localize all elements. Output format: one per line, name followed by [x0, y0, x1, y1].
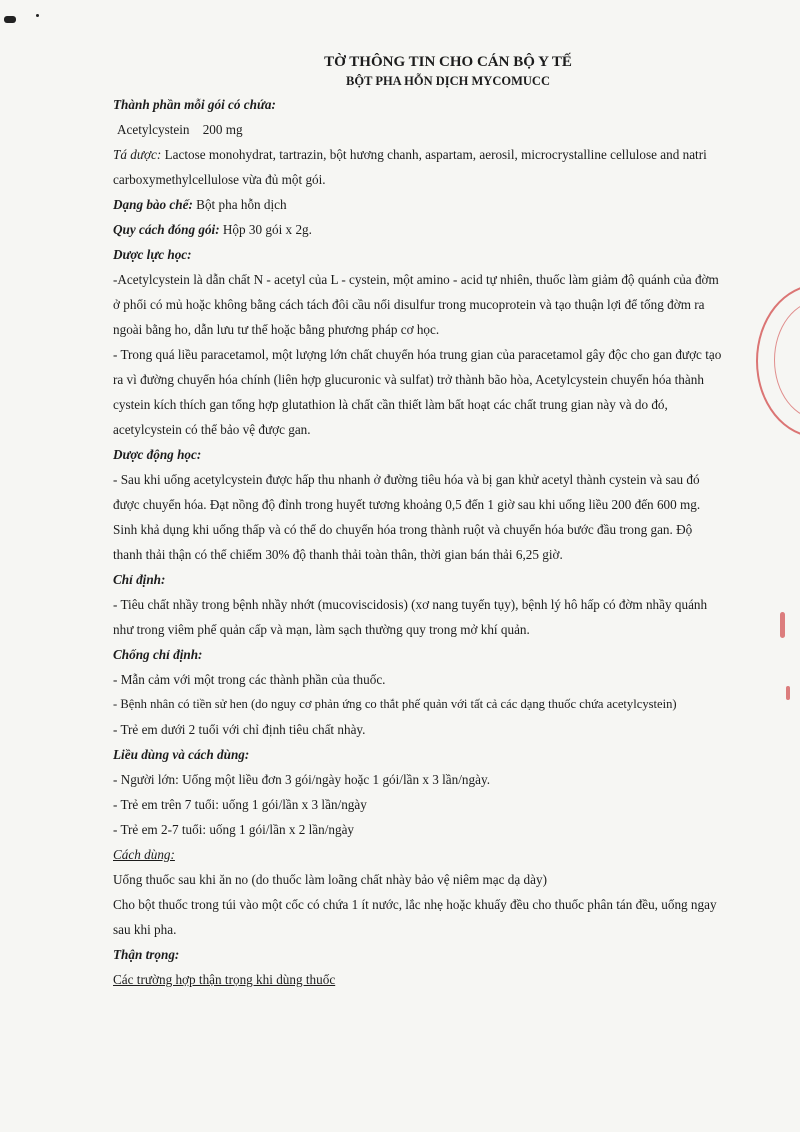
indications-heading: Chỉ định: [113, 572, 166, 587]
active-ingredient: Acetylcystein 200 mg [117, 122, 243, 137]
usage-heading [113, 842, 723, 867]
dosage-form [113, 192, 723, 217]
dosage-item: - Trẻ em 2-7 tuổi: uống 1 gói/lần x 2 lần/ngày [113, 822, 355, 837]
contraindication-item: - Trẻ em dưới 2 tuổi với chỉ định tiêu chất nhày. [113, 722, 366, 737]
pharmacokinetics-heading: Dược động học: [113, 447, 202, 462]
usage-heading-text: Cách dùng: [113, 847, 175, 862]
pharmacodynamics-paragraph: -Acetylcystein là dẫn chất N - acetyl của L - cystein, một amino - acid tự nhiên, thuốc làm giảm độ quánh của đờm ở phổi có mủ hoặc không bằng cách tách đôi cầu nối disulfur trong mucoprotein và tạo thuận lợi để tống đờm ra ngoài bằng ho, dẫn lưu tư thế hoặc bằng phương pháp cơ học. [113, 272, 719, 337]
precautions-heading: Thận trọng: [113, 947, 180, 962]
product-name: BỘT PHA HỖN DỊCH MYCOMUCC [346, 74, 550, 88]
excipient-text: Lactose monohydrat, tartrazin, bột hương chanh, aspartam, aerosil, microcrystalline cellulose and natri carboxymethylcellulose vừa đủ một gói. [113, 147, 707, 187]
pharmacodynamics-heading: Dược lực học: [113, 247, 192, 262]
usage-paragraph: Cho bột thuốc trong túi vào một cốc có chứa 1 ít nước, lắc nhẹ hoặc khuấy đều cho thuốc phân tán đều, uống ngay sau khi pha. [113, 897, 717, 937]
red-ink-mark [786, 686, 790, 700]
pharmacokinetics-paragraph: - Sau khi uống acetylcystein được hấp thu nhanh ở đường tiêu hóa và bị gan khử acetyl thành cystein và sau đó được chuyển hóa. Đạt nồng độ đỉnh trong huyết tương khoảng 0,5 đến 1 giờ sau khi uống liều 200 đến 600 mg. Sinh khả dụng khi uống thấp và có thể do chuyển hóa trong thành ruột và chuyển hóa bước đầu trong gan. Độ thanh thải thận có thể chiếm 30% độ thanh thải toàn thân, thời gian bán thải 6,25 giờ. [113, 472, 701, 562]
dosage-form-value: Bột pha hỗn dịch [192, 197, 287, 212]
packaging-label: Quy cách đóng gói: [113, 222, 220, 237]
packaging-value: Hộp 30 gói x 2g. [219, 222, 312, 237]
contraindication-item: - Mẫn cảm với một trong các thành phần của thuốc. [113, 672, 386, 687]
scan-mark [4, 16, 16, 23]
composition-heading: Thành phần mỗi gói có chứa: [113, 97, 276, 112]
excipient-label: Tá dược: [113, 147, 162, 162]
dosage-item: - Người lớn: Uống một liều đơn 3 gói/ngày hoặc 1 gói/lần x 3 lần/ngày. [113, 772, 490, 787]
usage-paragraph: Uống thuốc sau khi ăn no (do thuốc làm loãng chất nhày bảo vệ niêm mạc dạ dày) [113, 872, 547, 887]
dosage-item: - Trẻ em trên 7 tuổi: uống 1 gói/lần x 3 lần/ngày [113, 797, 367, 812]
precautions-subheading [113, 967, 723, 992]
contraindications-heading: Chống chỉ định: [113, 647, 203, 662]
packaging [113, 217, 723, 242]
scan-dot [36, 14, 39, 17]
dosage-heading: Liều dùng và cách dùng: [113, 747, 250, 762]
pharmacodynamics-paragraph: - Trong quá liều paracetamol, một lượng lớn chất chuyển hóa trung gian của paracetamol gây độc cho gan được tạo ra vì đường chuyển hóa chính (liên hợp glucuronic và sulfat) trở thành bão hòa, Acetylcystein chuyển hóa thành cystein kích thích gan tổng hợp glutathion là chất cần thiết làm bất hoạt các chất trung gian này và do đó, acetylcystein có thể bảo vệ được gan. [113, 347, 722, 437]
excipients [113, 142, 723, 192]
red-ink-mark [780, 612, 785, 638]
dosage-form-label: Dạng bào chế: [113, 197, 193, 212]
precautions-subheading-text: Các trường hợp thận trọng khi dùng thuốc [113, 972, 336, 987]
indications-paragraph: - Tiêu chất nhầy trong bệnh nhầy nhớt (mucoviscidosis) (xơ nang tuyến tụy), bệnh lý hô hấp có đờm nhầy quánh như trong viêm phế quản cấp và mạn, làm sạch thường quy trong mở khí quản. [113, 597, 708, 637]
contraindication-item: - Bệnh nhân có tiền sử hen (do nguy cơ phản ứng co thắt phế quản với tất cả các dạng thuốc chứa acetylcystein) [113, 697, 677, 711]
document-body [113, 52, 723, 992]
document-title: TỜ THÔNG TIN CHO CÁN BỘ Y TẾ [324, 54, 572, 70]
